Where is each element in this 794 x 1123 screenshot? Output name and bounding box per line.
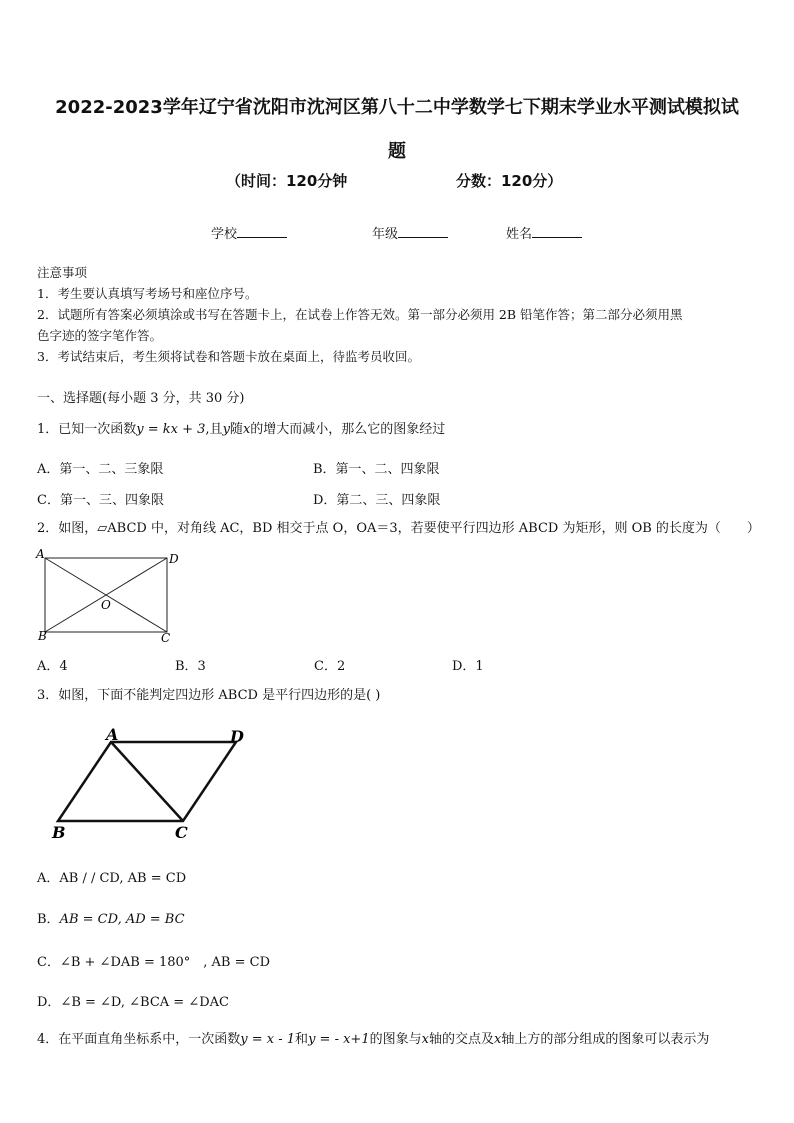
q3-option-c[interactable] [37,951,270,970]
question-4 [37,1030,761,1050]
label-c: C [161,631,171,645]
q3-option-d[interactable] [37,991,229,1010]
grade-label: 年级 [372,227,399,242]
q1-var-x: x [242,422,251,437]
q1-var-y: y [222,422,230,437]
q1-text-post: 的增大而减小，那么它的图象经过 [250,422,446,437]
name-field [506,223,582,242]
q4-text-post2: 轴的交点及 [428,1032,494,1047]
rectangle-figure [34,546,184,646]
exam-time: （时间：120分钟 [226,172,348,190]
notes-section [37,262,761,367]
q3-option-b-body: AB = CD, AD = BC [59,912,185,927]
notes-item: 3．考试结束后，考生须将试卷和答题卡放在桌面上，待监考员收回。 [37,349,420,364]
label-b: B [52,823,66,842]
q3-option-a[interactable] [37,867,186,886]
page-title [20,86,774,174]
q3-option-c-body: ∠B + ∠DAB = 180° , AB = CD [59,955,271,970]
q4-text-post: 的图象与 [369,1032,422,1047]
q3-option-a-letter: A． [37,871,60,886]
q2-option-d[interactable]: D．1 [452,659,484,674]
label-d: D [230,727,244,746]
q3-option-b[interactable] [37,908,185,927]
q3-option-a-body: AB / / CD, AB = CD [59,871,187,886]
q4-text-pre: 4．在平面直角坐标系中，一次函数 [37,1032,241,1047]
q1-option-a[interactable]: A．第一、二、三象限 [37,462,164,477]
q4-formula-2: y = - x+1 [308,1032,370,1047]
q2-option-c[interactable]: C．2 [314,659,346,674]
notes-item: 2．试题所有答案必须填涂或书写在答题卡上，在试卷上作答无效。第一部分必须用 2B 铅笔作答；第二部分必须用黑 [37,307,683,322]
q3-option-c-letter: C． [37,955,60,970]
label-d: D [169,552,179,566]
section-heading: 一、选择题(每小题 3 分，共 30 分) [37,391,245,406]
q4-var-x2: x [493,1032,502,1047]
name-blank[interactable] [532,225,582,238]
q2-option-a[interactable]: A．4 [37,659,68,674]
notes-heading: 注意事项 [37,265,88,280]
question-1 [37,420,761,440]
exam-score: 分数：120分） [456,172,563,190]
q3-option-b-letter: B． [37,912,60,927]
q1-option-d[interactable]: D．第二、三、四象限 [313,493,441,508]
school-label: 学校 [211,227,238,242]
title-line-1: 2022-2023学年辽宁省沈阳市沈河区第八十二中学数学七下期末学业水平测试模拟试 [55,97,739,118]
q4-formula-1: y = x - 1 [240,1032,296,1047]
question-3: 3．如图，下面不能判定四边形 ABCD 是平行四边形的是( ) [37,688,381,703]
q1-formula: y = kx + 3 [136,422,206,437]
label-c: C [175,823,188,842]
q4-text-post3: 轴上方的部分组成的图象可以表示为 [501,1032,710,1047]
label-a: A [36,547,45,561]
grade-field [372,223,448,242]
grade-blank[interactable] [398,225,448,238]
q1-option-b[interactable]: B．第一、二、四象限 [313,462,440,477]
q4-text-and: 和 [295,1032,309,1047]
school-field [211,223,287,242]
notes-item: 1．考生要认真填写考场号和座位序号。 [37,286,258,301]
label-o: O [101,598,111,612]
q3-option-d-body: ∠B = ∠D, ∠BCA = ∠DAC [60,995,229,1010]
school-blank[interactable] [237,225,287,238]
label-b: B [38,629,47,643]
q1-text-mid2: 随 [229,422,243,437]
q1-text-pre: 1．已知一次函数 [37,422,137,437]
title-line-2: 题 [388,141,406,162]
q1-option-c[interactable]: C．第一、三、四象限 [37,493,164,508]
q4-var-x1: x [421,1032,429,1047]
notes-item: 色字迹的签字笔作答。 [37,328,163,343]
q3-option-d-letter: D． [37,995,61,1010]
name-label: 姓名 [506,227,533,242]
diagonal-ac [111,742,183,821]
q1-text-mid: ,且 [205,422,223,437]
q2-option-b[interactable]: B．3 [175,659,206,674]
parallelogram-figure [48,722,258,844]
label-a: A [106,725,119,744]
question-2: 2．如图，▱ABCD 中，对角线 AC，BD 相交于点 O，OA＝3，若要使平行四边形 ABCD 为矩形，则 OB 的长度为（ ） [37,521,760,536]
